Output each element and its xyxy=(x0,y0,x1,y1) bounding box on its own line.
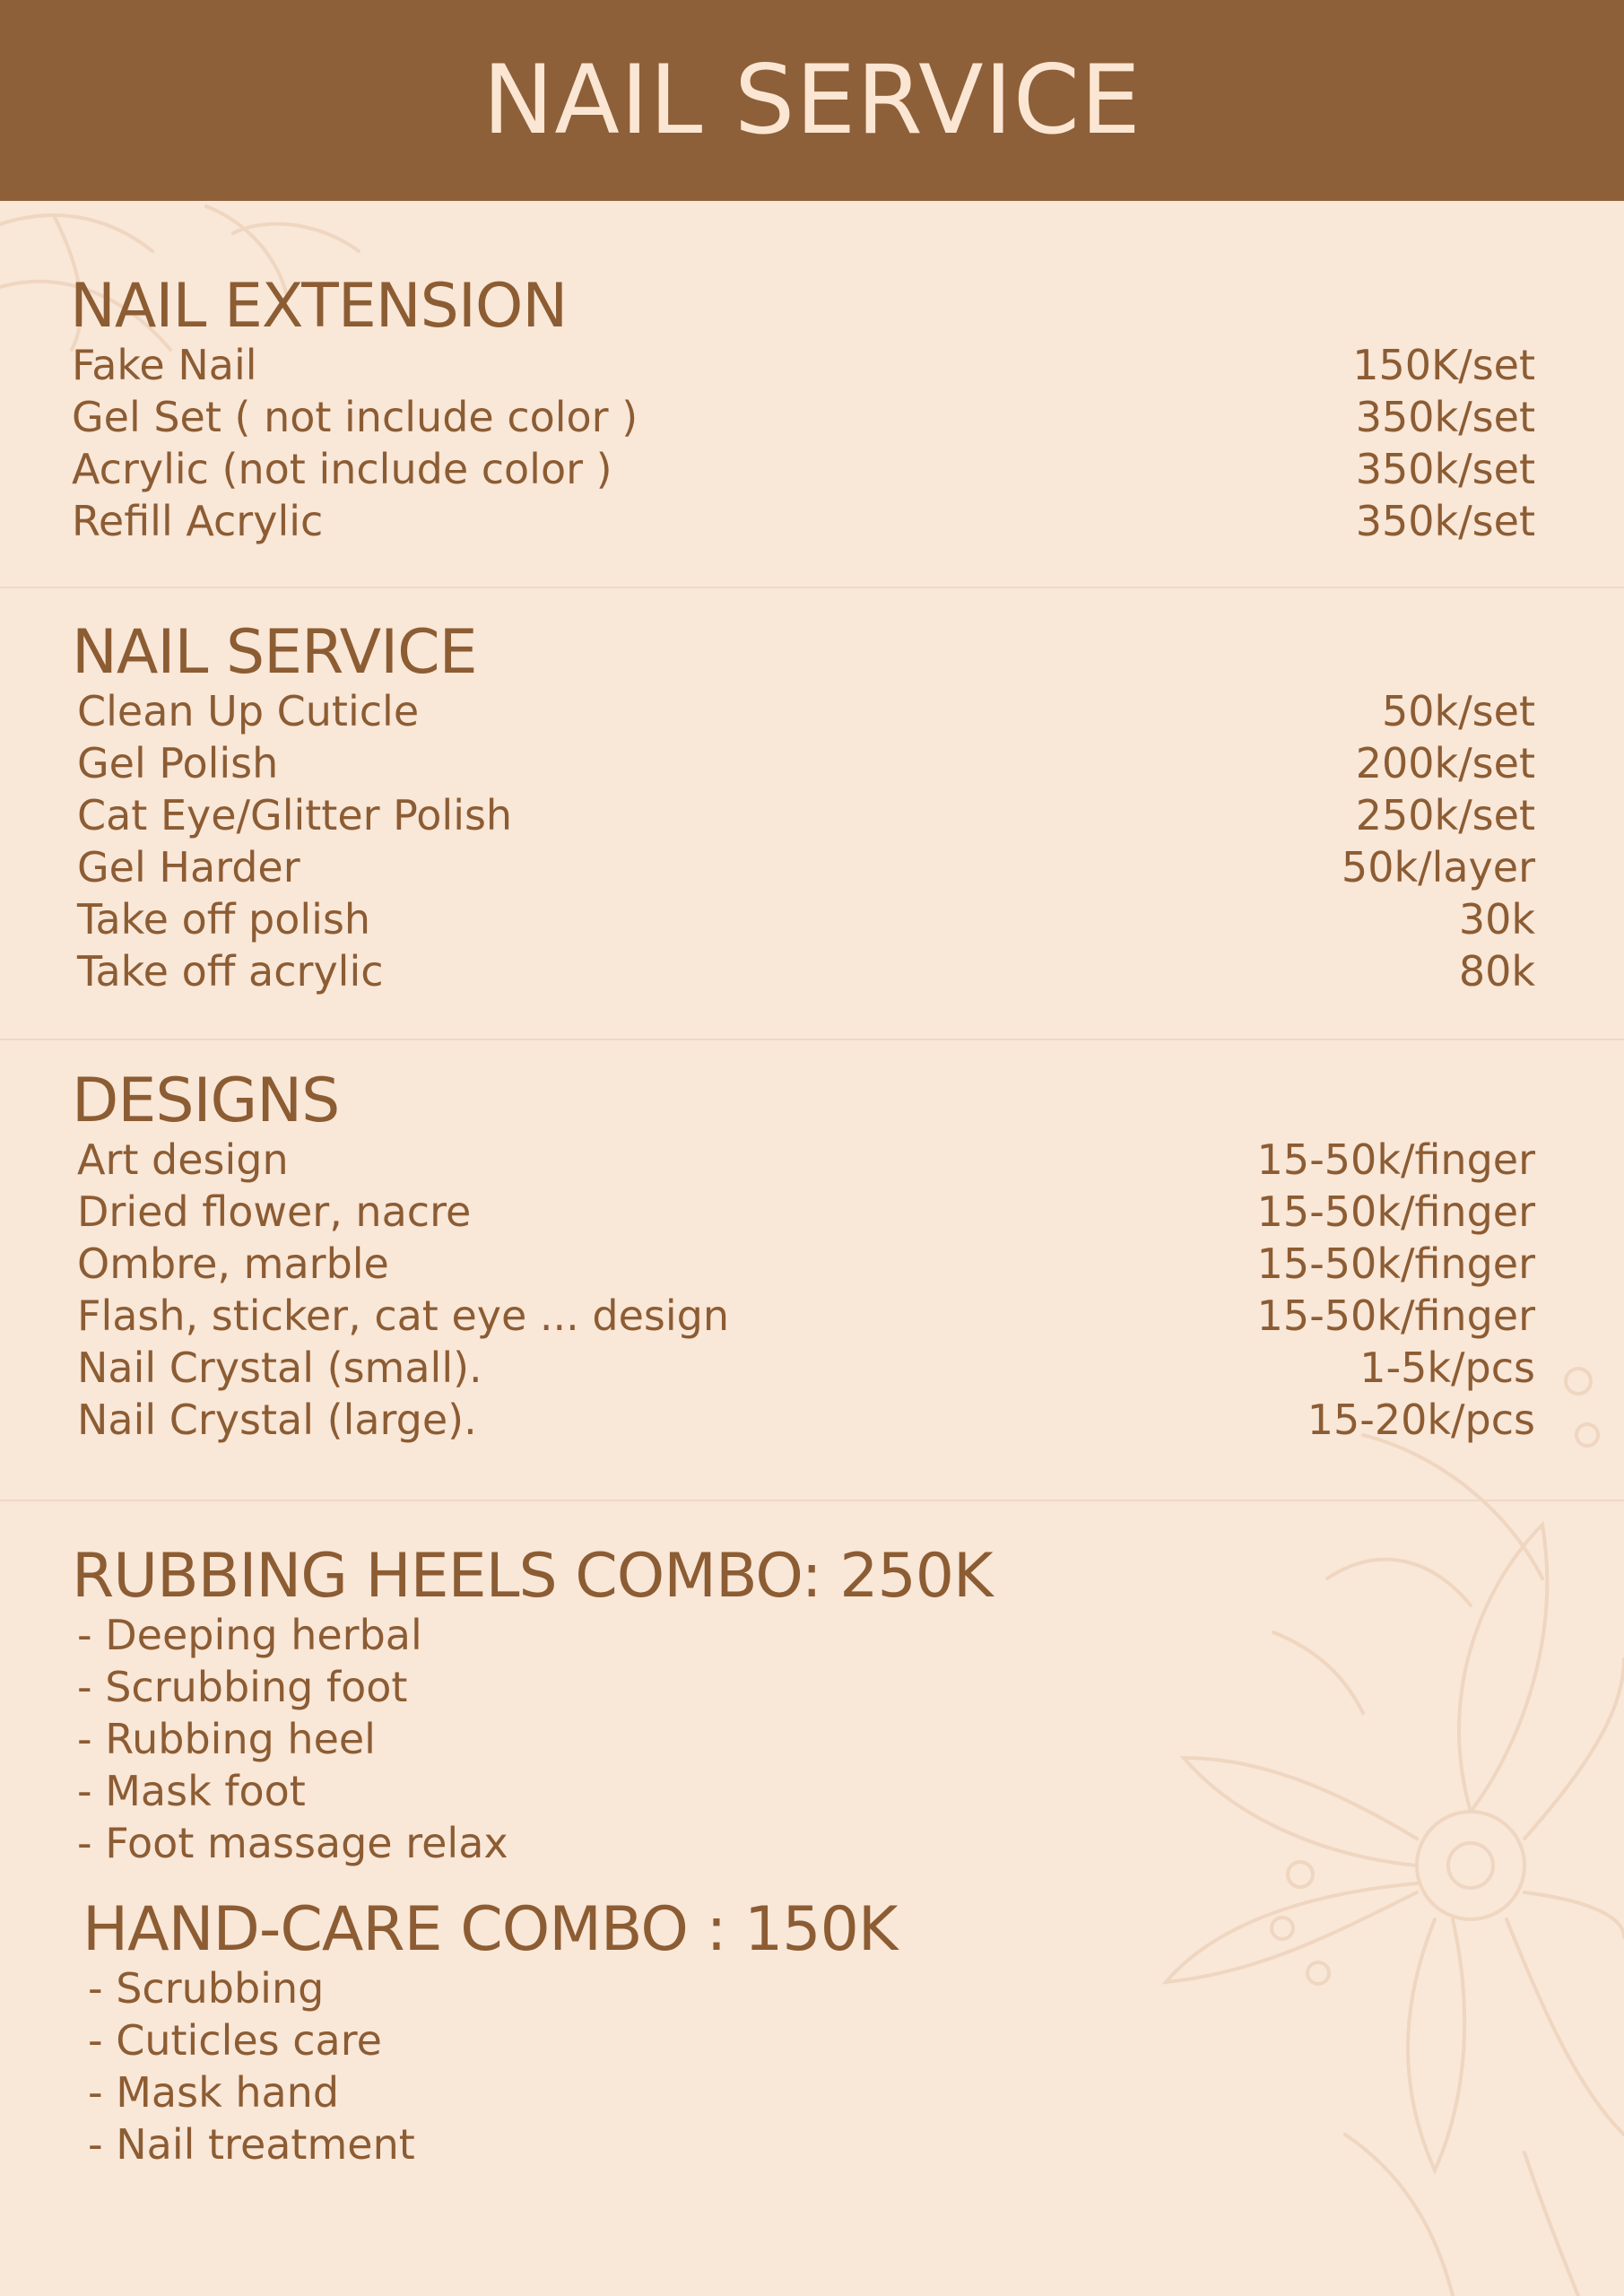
list-item xyxy=(72,391,1535,443)
item-label: Flash, sticker, cat eye ... design xyxy=(77,1292,729,1340)
item-price: 30k xyxy=(1458,895,1535,944)
item-price: 200k/set xyxy=(1355,739,1535,787)
item-label: Take off polish xyxy=(77,895,371,944)
list-item xyxy=(77,945,1535,997)
list-item xyxy=(77,737,1535,789)
item-price: 80k xyxy=(1458,947,1535,996)
item-price: 50k/set xyxy=(1382,687,1535,735)
item-price: 50k/layer xyxy=(1341,843,1535,891)
list-item xyxy=(72,443,1535,495)
combo-item: - Deeping herbal xyxy=(77,1611,422,1659)
combo-item: - Mask hand xyxy=(88,2068,340,2117)
item-label: Nail Crystal (large). xyxy=(77,1396,477,1444)
item-price: 350k/set xyxy=(1355,497,1535,545)
list-item xyxy=(77,1186,1535,1238)
list-item xyxy=(77,1134,1535,1186)
combo-item: - Scrubbing foot xyxy=(77,1663,408,1711)
item-label: Nail Crystal (small). xyxy=(77,1344,482,1392)
item-price: 250k/set xyxy=(1355,791,1535,839)
list-item xyxy=(77,685,1535,737)
item-label: Take off acrylic xyxy=(77,947,384,996)
item-price: 15-50k/finger xyxy=(1256,1292,1535,1340)
list-item xyxy=(77,789,1535,841)
section-title-designs: DESIGNS xyxy=(72,1065,340,1136)
list-item xyxy=(77,1394,1535,1446)
item-price: 15-50k/finger xyxy=(1256,1135,1535,1184)
item-label: Acrylic (not include color ) xyxy=(72,445,612,493)
combo-item: - Nail treatment xyxy=(88,2120,415,2169)
list-item xyxy=(77,1342,1535,1394)
item-price: 1-5k/pcs xyxy=(1359,1344,1535,1392)
item-label: Clean Up Cuticle xyxy=(77,687,420,735)
combo-item: - Rubbing heel xyxy=(77,1715,376,1763)
section-divider xyxy=(0,1500,1624,1501)
list-item xyxy=(77,1290,1535,1342)
section-title-nail-extension: NAIL EXTENSION xyxy=(70,271,568,342)
list-item xyxy=(72,495,1535,547)
combo-item: - Foot massage relax xyxy=(77,1819,508,1867)
item-label: Refill Acrylic xyxy=(72,497,324,545)
item-price: 350k/set xyxy=(1355,445,1535,493)
item-label: Gel Polish xyxy=(77,739,279,787)
item-label: Cat Eye/Glitter Polish xyxy=(77,791,513,839)
list-item xyxy=(72,339,1535,391)
combo-title-hand-care: HAND-CARE COMBO : 150K xyxy=(83,1894,898,1965)
item-price: 15-20k/pcs xyxy=(1307,1396,1535,1444)
page-title: NAIL SERVICE xyxy=(482,45,1142,155)
item-price: 15-50k/finger xyxy=(1256,1239,1535,1288)
combo-item: - Mask foot xyxy=(77,1767,306,1815)
combo-title-rubbing-heels: RUBBING HEELS COMBO: 250K xyxy=(72,1541,993,1612)
combo-item: - Cuticles care xyxy=(88,2016,382,2065)
list-item xyxy=(77,1238,1535,1290)
list-item xyxy=(77,841,1535,893)
section-title-nail-service: NAIL SERVICE xyxy=(72,617,477,688)
list-item xyxy=(77,893,1535,945)
header-banner xyxy=(0,0,1624,201)
item-price: 15-50k/finger xyxy=(1256,1187,1535,1236)
item-label: Gel Set ( not include color ) xyxy=(72,393,638,441)
item-label: Fake Nail xyxy=(72,341,257,389)
item-label: Ombre, marble xyxy=(77,1239,389,1288)
item-label: Gel Harder xyxy=(77,843,300,891)
item-price: 150K/set xyxy=(1352,341,1535,389)
item-price: 350k/set xyxy=(1355,393,1535,441)
section-divider xyxy=(0,587,1624,588)
combo-item: - Scrubbing xyxy=(88,1964,325,2013)
item-label: Art design xyxy=(77,1135,289,1184)
item-label: Dried flower, nacre xyxy=(77,1187,472,1236)
section-divider xyxy=(0,1039,1624,1040)
